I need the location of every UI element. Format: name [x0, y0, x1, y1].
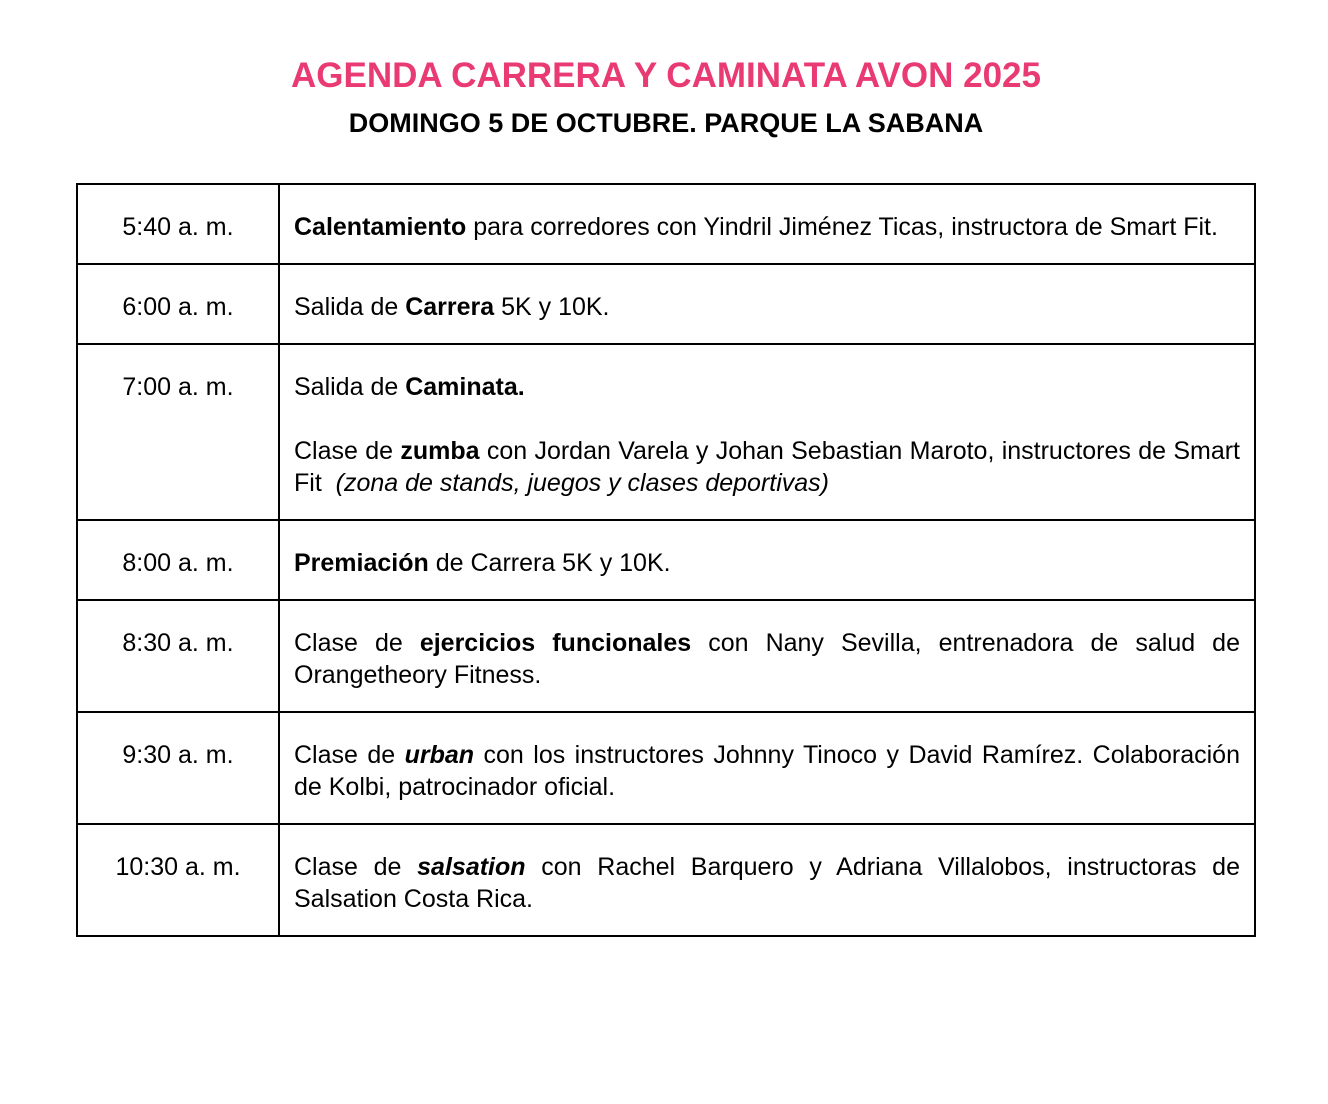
description-cell: [279, 712, 1255, 824]
text-segment: con Rachel Barquero y Adriana Villalobos, instructoras de Salsation Costa Rica.: [294, 853, 1247, 913]
table-row: [77, 264, 1255, 344]
description-paragraph: [294, 851, 1247, 915]
table-row: [77, 520, 1255, 600]
time-cell: 5:40 a. m.: [77, 184, 279, 264]
text-segment: con los instructores Johnny Tinoco y David Ramírez. Colaboración de Kolbi, patrocinador oficial.: [294, 741, 1247, 801]
description-cell: [279, 184, 1255, 264]
text-segment: urban: [404, 741, 475, 769]
text-segment: Clase de: [294, 437, 401, 465]
description-cell: [279, 824, 1255, 936]
text-segment: Salida de: [294, 293, 406, 321]
table-row: [77, 600, 1255, 712]
table-row: [77, 824, 1255, 936]
text-segment: Salida de: [294, 373, 406, 401]
text-segment: Calentamiento: [294, 213, 467, 241]
description-paragraph: [294, 627, 1247, 691]
description-paragraph: [294, 291, 1240, 323]
text-segment: para corredores con Yindril Jiménez Ticas, instructora de Smart Fit.: [466, 213, 1218, 241]
description-paragraph: [294, 739, 1247, 803]
time-cell: 7:00 a. m.: [77, 344, 279, 520]
agenda-table: [76, 183, 1256, 937]
description-paragraph: [294, 371, 1240, 403]
time-cell: 6:00 a. m.: [77, 264, 279, 344]
text-segment: ejercicios funcionales: [419, 629, 692, 657]
time-cell: 10:30 a. m.: [77, 824, 279, 936]
text-segment: (zona de stands, juegos y clases deportivas): [335, 469, 829, 497]
table-row: [77, 184, 1255, 264]
table-row: [77, 344, 1255, 520]
description-paragraph: [294, 547, 1240, 579]
text-segment: 5K y 10K.: [494, 293, 610, 321]
time-cell: 8:00 a. m.: [77, 520, 279, 600]
text-segment: con Jordan Varela y Johan Sebastian Maroto, instructores de Smart Fit: [294, 437, 1247, 497]
page-subtitle: DOMINGO 5 DE OCTUBRE. PARQUE LA SABANA: [348, 108, 984, 138]
text-segment: zumba: [400, 437, 480, 465]
text-segment: salsation: [417, 853, 526, 881]
text-segment: Caminata.: [405, 373, 525, 401]
description-cell: [279, 344, 1255, 520]
text-segment: Carrera: [405, 293, 495, 321]
description-cell: [279, 600, 1255, 712]
description-cell: [279, 264, 1255, 344]
page-title: AGENDA CARRERA Y CAMINATA AVON 2025: [290, 56, 1041, 95]
time-cell: 8:30 a. m.: [77, 600, 279, 712]
text-segment: Premiación: [294, 549, 429, 577]
text-segment: con Nany Sevilla, entrenadora de salud de Orangetheory Fitness.: [294, 629, 1247, 689]
agenda-table-body: [77, 184, 1255, 936]
time-cell: 9:30 a. m.: [77, 712, 279, 824]
table-row: [77, 712, 1255, 824]
text-segment: de Carrera 5K y 10K.: [428, 549, 671, 577]
description-paragraph: [294, 435, 1247, 499]
description-cell: [279, 520, 1255, 600]
description-paragraph: [294, 211, 1240, 243]
text-segment: Clase de: [294, 741, 405, 769]
text-segment: Clase de: [294, 853, 418, 881]
text-segment: Clase de: [294, 629, 420, 657]
